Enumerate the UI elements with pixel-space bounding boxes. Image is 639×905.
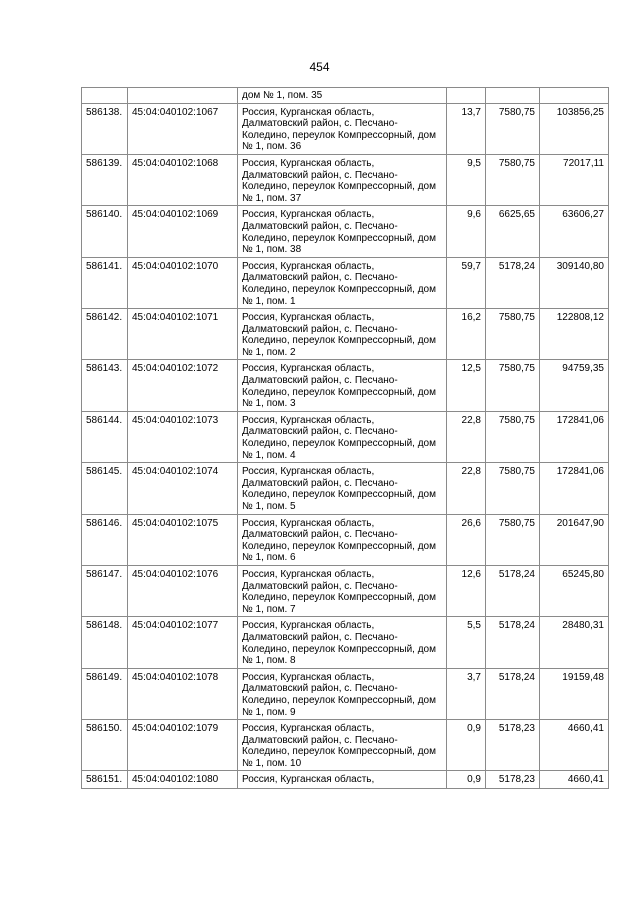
row-number: 586150.: [82, 720, 128, 771]
table-row: [82, 257, 609, 308]
table-row: [82, 565, 609, 616]
cadastral-number: 45:04:040102:1069: [128, 206, 238, 257]
cadastral-value: 63606,27: [540, 206, 609, 257]
cadastral-value: 28480,31: [540, 617, 609, 668]
specific-value: 5178,24: [486, 617, 540, 668]
address: Россия, Курганская область, Далматовский район, с. Песчано-Коледино, переулок Компрессорный, дом № 1, пом. 5: [238, 463, 447, 514]
row-number: 586139.: [82, 154, 128, 205]
specific-value: 5178,23: [486, 720, 540, 771]
cadastral-number: 45:04:040102:1070: [128, 257, 238, 308]
area: 5,5: [447, 617, 486, 668]
table-row: [82, 360, 609, 411]
cadastral-number: 45:04:040102:1078: [128, 668, 238, 719]
specific-value: 6625,65: [486, 206, 540, 257]
address: Россия, Курганская область,: [238, 771, 447, 789]
area: 3,7: [447, 668, 486, 719]
area: 0,9: [447, 720, 486, 771]
area: 0,9: [447, 771, 486, 789]
cadastral-number: 45:04:040102:1075: [128, 514, 238, 565]
address: Россия, Курганская область, Далматовский район, с. Песчано-Коледино, переулок Компрессорный, дом № 1, пом. 7: [238, 565, 447, 616]
row-number: 586138.: [82, 103, 128, 154]
specific-value: 7580,75: [486, 463, 540, 514]
address: Россия, Курганская область, Далматовский район, с. Песчано-Коледино, переулок Компрессорный, дом № 1, пом. 6: [238, 514, 447, 565]
table-row: [82, 411, 609, 462]
area: 22,8: [447, 463, 486, 514]
row-number: 586148.: [82, 617, 128, 668]
cadastral-value: [540, 88, 609, 104]
address: Россия, Курганская область, Далматовский район, с. Песчано-Коледино, переулок Компрессорный, дом № 1, пом. 36: [238, 103, 447, 154]
specific-value: 5178,23: [486, 771, 540, 789]
area: 9,6: [447, 206, 486, 257]
cadastral-value: 19159,48: [540, 668, 609, 719]
cadastral-number: 45:04:040102:1074: [128, 463, 238, 514]
cadastral-value: 201647,90: [540, 514, 609, 565]
row-number: 586145.: [82, 463, 128, 514]
specific-value: 7580,75: [486, 360, 540, 411]
cadastral-value: 172841,06: [540, 411, 609, 462]
address: Россия, Курганская область, Далматовский район, с. Песчано-Коледино, переулок Компрессорный, дом № 1, пом. 10: [238, 720, 447, 771]
specific-value: 5178,24: [486, 257, 540, 308]
area: 9,5: [447, 154, 486, 205]
table-row: [82, 88, 609, 104]
address: Россия, Курганская область, Далматовский район, с. Песчано-Коледино, переулок Компрессорный, дом № 1, пом. 8: [238, 617, 447, 668]
address: Россия, Курганская область, Далматовский район, с. Песчано-Коледино, переулок Компрессорный, дом № 1, пом. 37: [238, 154, 447, 205]
row-number: 586146.: [82, 514, 128, 565]
row-number: 586142.: [82, 309, 128, 360]
cadastral-number: 45:04:040102:1080: [128, 771, 238, 789]
specific-value: 5178,24: [486, 668, 540, 719]
cadastral-value: 94759,35: [540, 360, 609, 411]
row-number: 586141.: [82, 257, 128, 308]
cadastral-number: 45:04:040102:1079: [128, 720, 238, 771]
area: 26,6: [447, 514, 486, 565]
cadastral-value: 4660,41: [540, 720, 609, 771]
table-row: [82, 617, 609, 668]
specific-value: 7580,75: [486, 103, 540, 154]
table-row: [82, 309, 609, 360]
address: Россия, Курганская область, Далматовский район, с. Песчано-Коледино, переулок Компрессорный, дом № 1, пом. 4: [238, 411, 447, 462]
table-row: [82, 514, 609, 565]
area: 59,7: [447, 257, 486, 308]
area: 16,2: [447, 309, 486, 360]
address: Россия, Курганская область, Далматовский район, с. Песчано-Коледино, переулок Компрессорный, дом № 1, пом. 3: [238, 360, 447, 411]
cadastral-number: 45:04:040102:1073: [128, 411, 238, 462]
table-row: [82, 463, 609, 514]
table-row: [82, 668, 609, 719]
specific-value: 5178,24: [486, 565, 540, 616]
table-row: [82, 720, 609, 771]
address: Россия, Курганская область, Далматовский район, с. Песчано-Коледино, переулок Компрессорный, дом № 1, пом. 1: [238, 257, 447, 308]
cadastral-number: 45:04:040102:1071: [128, 309, 238, 360]
table-row: [82, 206, 609, 257]
cadastral-value: 122808,12: [540, 309, 609, 360]
address: Россия, Курганская область, Далматовский район, с. Песчано-Коледино, переулок Компрессорный, дом № 1, пом. 2: [238, 309, 447, 360]
cadastral-value: 72017,11: [540, 154, 609, 205]
table-row: [82, 154, 609, 205]
row-number: 586140.: [82, 206, 128, 257]
cadastral-number: 45:04:040102:1072: [128, 360, 238, 411]
area: 13,7: [447, 103, 486, 154]
area: 12,6: [447, 565, 486, 616]
specific-value: 7580,75: [486, 514, 540, 565]
area: 22,8: [447, 411, 486, 462]
cadastral-number: [128, 88, 238, 104]
cadastral-number: 45:04:040102:1067: [128, 103, 238, 154]
specific-value: 7580,75: [486, 411, 540, 462]
row-number: 586147.: [82, 565, 128, 616]
specific-value: 7580,75: [486, 309, 540, 360]
cadastral-value: 4660,41: [540, 771, 609, 789]
area: 12,5: [447, 360, 486, 411]
cadastral-number: 45:04:040102:1076: [128, 565, 238, 616]
address: Россия, Курганская область, Далматовский район, с. Песчано-Коледино, переулок Компрессорный, дом № 1, пом. 9: [238, 668, 447, 719]
property-registry-table: [81, 87, 609, 789]
page-number: 454: [309, 60, 330, 74]
specific-value: 7580,75: [486, 154, 540, 205]
table-row: [82, 103, 609, 154]
cadastral-value: 172841,06: [540, 463, 609, 514]
cadastral-number: 45:04:040102:1077: [128, 617, 238, 668]
table-row: [82, 771, 609, 789]
specific-value: [486, 88, 540, 104]
cadastral-value: 103856,25: [540, 103, 609, 154]
cadastral-number: 45:04:040102:1068: [128, 154, 238, 205]
area: [447, 88, 486, 104]
row-number: 586151.: [82, 771, 128, 789]
address: Россия, Курганская область, Далматовский район, с. Песчано-Коледино, переулок Компрессорный, дом № 1, пом. 38: [238, 206, 447, 257]
row-number: 586144.: [82, 411, 128, 462]
cadastral-value: 309140,80: [540, 257, 609, 308]
row-number: 586149.: [82, 668, 128, 719]
row-number: 586143.: [82, 360, 128, 411]
row-number: [82, 88, 128, 104]
address: дом № 1, пом. 35: [238, 88, 447, 104]
cadastral-value: 65245,80: [540, 565, 609, 616]
